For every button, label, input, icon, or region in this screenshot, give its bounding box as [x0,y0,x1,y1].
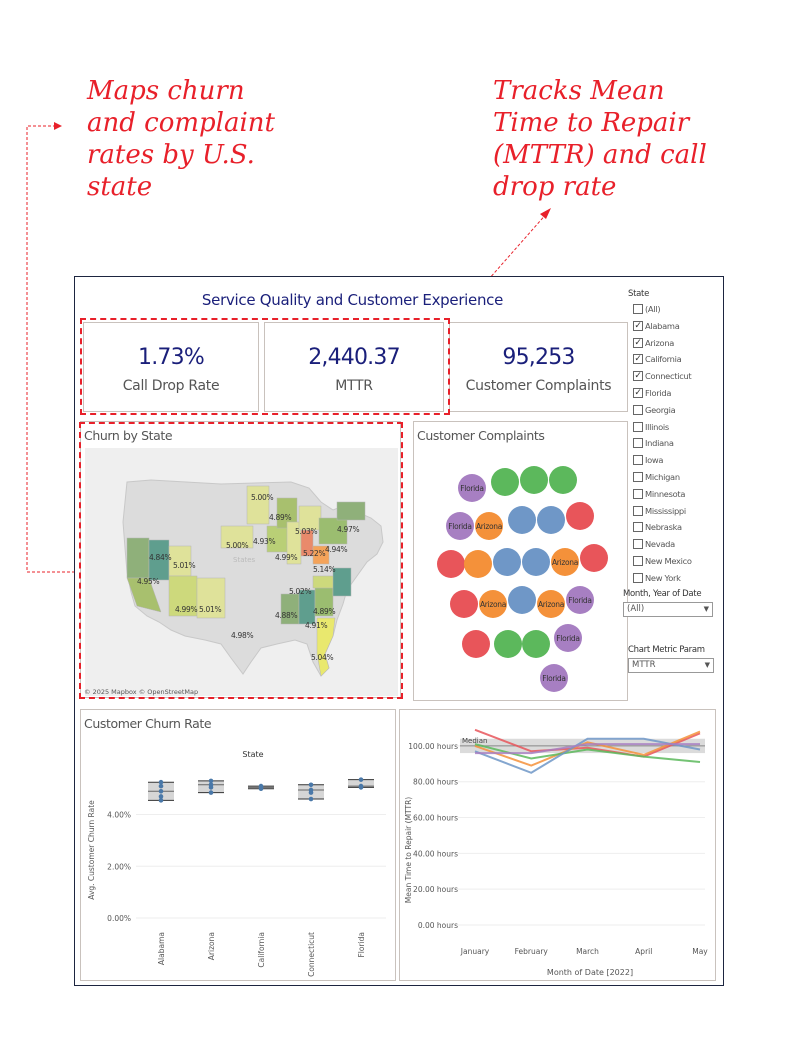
churn-category-label: Connecticut [307,932,316,977]
bubble [580,544,608,572]
checkbox-icon[interactable] [633,472,643,482]
churn-point [209,785,214,790]
state-carolina [333,568,351,596]
state-filter-item[interactable] [628,320,720,337]
state-filter-item[interactable] [628,337,720,354]
arrow-right-head [540,208,551,219]
bubble [493,548,521,576]
state-filter-item-label: Illinois [645,421,669,432]
map-label: 5.01% [173,561,196,570]
mttr-line-chart[interactable] [400,710,717,982]
state-filter-item[interactable] [628,488,720,505]
bubble [537,506,565,534]
map-label: 4.99% [175,605,198,614]
state-filter-item-label: Iowa [645,455,664,466]
checkbox-checked-icon[interactable]: ✓ [634,337,642,348]
kpi-value: 2,440.37 [308,345,400,370]
state-filter-item[interactable] [628,421,720,438]
map-label: 4.89% [313,607,336,616]
month-select[interactable] [623,602,713,617]
churn-map-panel[interactable] [80,421,401,698]
complaints-bubble-panel[interactable] [413,421,628,701]
checkbox-icon[interactable] [633,489,643,499]
bubble-label: Florida [542,674,566,683]
state-california [127,538,149,578]
kpi-mttr [264,322,444,412]
state-filter-item[interactable] [628,303,720,320]
kpi-label: Call Drop Rate [122,378,220,394]
bubble [462,630,490,658]
map-label: 5.02% [289,587,312,596]
state-filter-item-label: California [645,354,682,365]
bubble-label: Arizona [479,600,507,609]
state-filter-label: State [628,289,649,299]
mttr-ytick-label: 100.00 hours [408,741,458,751]
annotation-mttr: Tracks Mean Time to Repair (MTTR) and call drop rate [493,76,707,202]
checkbox-icon[interactable] [633,422,643,432]
map-label: 4.98% [231,631,254,640]
map-label: 5.22% [303,549,326,558]
mttr-ytick-label: 80.00 hours [413,777,458,787]
map-label: 4.88% [275,611,298,620]
month-filter-label: Month, Year of Date [623,588,702,599]
kpi-call-drop-rate [83,322,259,412]
bubble [437,550,465,578]
checkbox-icon[interactable] [633,506,643,516]
metric-select-value: MTTR [632,659,656,670]
bubble [491,468,519,496]
map-label: 4.89% [269,513,292,522]
churn-point [359,785,364,790]
metric-select[interactable] [628,658,714,673]
checkbox-icon[interactable] [633,539,643,549]
state-filter-item[interactable] [628,437,720,454]
annotation-map: Maps churn and complaint rates by U.S. state [87,76,275,202]
map-label: 4.84% [149,553,172,562]
mttr-month-label: April [635,947,653,956]
churn-category-label: California [257,932,266,968]
checkbox-checked-icon[interactable]: ✓ [634,354,642,365]
arrow-left-head [54,122,62,130]
state-filter-item-label: Minnesota [645,488,686,499]
mttr-ytick-label: 60.00 hours [413,813,458,823]
bubbles [437,466,608,692]
dashboard [74,276,724,986]
map-label: 4.94% [325,545,348,554]
mttr-ylabel: Mean Time to Repair (MTTR) [404,796,413,904]
us-map[interactable] [81,422,402,699]
mttr-panel[interactable] [399,709,716,981]
churn-ytick-label: 4.00% [107,810,131,820]
churn-ylabel: Avg. Customer Churn Rate [87,800,96,900]
kpi-label: Customer Complaints [465,378,612,394]
bubble [494,630,522,658]
churn-point [309,783,314,788]
state-filter-item[interactable] [628,353,720,370]
map-label: 4.93% [253,537,276,546]
state-filter-item-label: Alabama [645,320,680,331]
bubble [520,466,548,494]
map-label: 4.91% [305,621,328,630]
bubble-label: Florida [460,484,484,493]
state-filter-item-label: Indiana [645,438,674,449]
churn-point [309,790,314,795]
map-label: 5.03% [295,527,318,536]
mttr-ytick-label: 20.00 hours [413,885,458,895]
churn-rate-chart[interactable] [81,710,397,982]
mttr-xlabel: Month of Date [2022] [546,968,634,977]
state-filter-item[interactable] [628,572,720,589]
churn-category-label: Florida [357,932,366,958]
month-select-value: (All) [627,603,645,614]
mttr-month-label: January [460,947,490,956]
bubble [464,550,492,578]
state-filter-item[interactable] [628,538,720,555]
checkbox-icon[interactable] [633,556,643,566]
map-attribution: © 2025 Mapbox © OpenStreetMap [84,688,199,696]
state-filter-item-label: Connecticut [645,371,692,382]
checkbox-icon[interactable] [633,438,643,448]
bubble-label: Florida [448,522,472,531]
checkbox-icon[interactable] [633,455,643,465]
checkbox-icon[interactable] [633,304,643,314]
bubbles-title: Customer Complaints [417,428,545,443]
map-label: 5.04% [311,653,334,662]
checkbox-checked-icon[interactable]: ✓ [634,371,642,382]
churn-category-label: Arizona [207,932,216,961]
map-label: 5.00% [251,493,274,502]
state-filter-item[interactable] [628,505,720,522]
map-label: 5.00% [226,541,249,550]
bubble [522,548,550,576]
chevron-down-icon: ▼ [703,604,709,613]
bubble-label: Arizona [551,558,579,567]
kpi-customer-complaints [449,322,628,412]
state-filter-item[interactable] [628,471,720,488]
bubble [549,466,577,494]
checkbox-icon[interactable] [633,405,643,415]
churn-point [159,789,164,794]
checkbox-checked-icon[interactable]: ✓ [634,387,642,398]
churn-point [309,797,314,802]
churn-point [209,790,214,795]
bubble-label: Florida [568,596,592,605]
checkbox-icon[interactable] [633,573,643,583]
chevron-down-icon: ▼ [704,660,710,669]
state-filter-item-label: Michigan [645,471,680,482]
churn-rate-panel[interactable] [80,709,396,981]
state-filter-item-label: Mississippi [645,505,686,516]
churn-header: State [242,750,264,759]
map-label: 5.01% [199,605,222,614]
checkbox-icon[interactable] [633,522,643,532]
bubble [450,590,478,618]
churn-point [359,777,364,782]
map-label: 5.14% [313,565,336,574]
churn-point [159,784,164,789]
mttr-month-label: March [576,947,599,956]
state-new-york [337,502,365,520]
bubble [508,586,536,614]
map-label: 4.95% [137,577,160,586]
bubble [522,630,550,658]
median-label: Median [462,736,488,745]
churn-title: Customer Churn Rate [84,716,212,731]
state-filter-list [628,303,720,589]
state-filter-item[interactable] [628,404,720,421]
state-minnesota [247,486,269,524]
state-filter-item-label: (All) [645,304,661,314]
map-label: 4.99% [275,553,298,562]
bubble-label: Florida [556,634,580,643]
mttr-month-label: February [514,947,548,956]
map-label: 4.97% [337,525,360,534]
state-filter-item-label: New York [645,572,681,583]
filter-panel [623,289,720,673]
kpi-label: MTTR [335,378,373,394]
state-filter-item-label: Nevada [645,539,675,550]
kpi-value: 95,253 [502,345,575,370]
bubble [508,506,536,534]
mttr-ytick-label: 40.00 hours [413,849,458,859]
state-filter-item[interactable] [628,370,720,387]
mttr-month-label: May [692,947,708,956]
bubble [566,502,594,530]
map-watermark: States [233,556,256,564]
bubble-chart[interactable] [414,422,629,702]
state-filter-item[interactable] [628,555,720,572]
bubble-label: Arizona [537,600,565,609]
dashboard-title: Service Quality and Customer Experience [201,291,504,309]
state-filter-item-label: Nebraska [645,522,682,533]
state-filter-item-label: Arizona [645,337,675,348]
churn-point [259,786,264,791]
churn-ytick-label: 2.00% [107,862,131,872]
mttr-ytick-label: 0.00 hours [417,921,458,930]
kpi-value: 1.73% [138,345,204,370]
state-filter-item[interactable] [628,454,720,471]
map-title: Churn by State [84,428,173,443]
state-filter-item[interactable] [628,387,720,404]
state-filter-item-label: New Mexico [645,555,692,566]
state-filter-item-label: Georgia [645,404,676,415]
metric-param-label: Chart Metric Param [628,644,705,655]
checkbox-checked-icon[interactable]: ✓ [634,320,642,331]
bubble-label: Arizona [475,522,503,531]
churn-ytick-label: 0.00% [107,914,131,923]
churn-category-label: Alabama [157,932,166,966]
state-filter-item[interactable] [628,521,720,538]
state-filter-item-label: Florida [645,387,672,398]
churn-point [159,798,164,803]
